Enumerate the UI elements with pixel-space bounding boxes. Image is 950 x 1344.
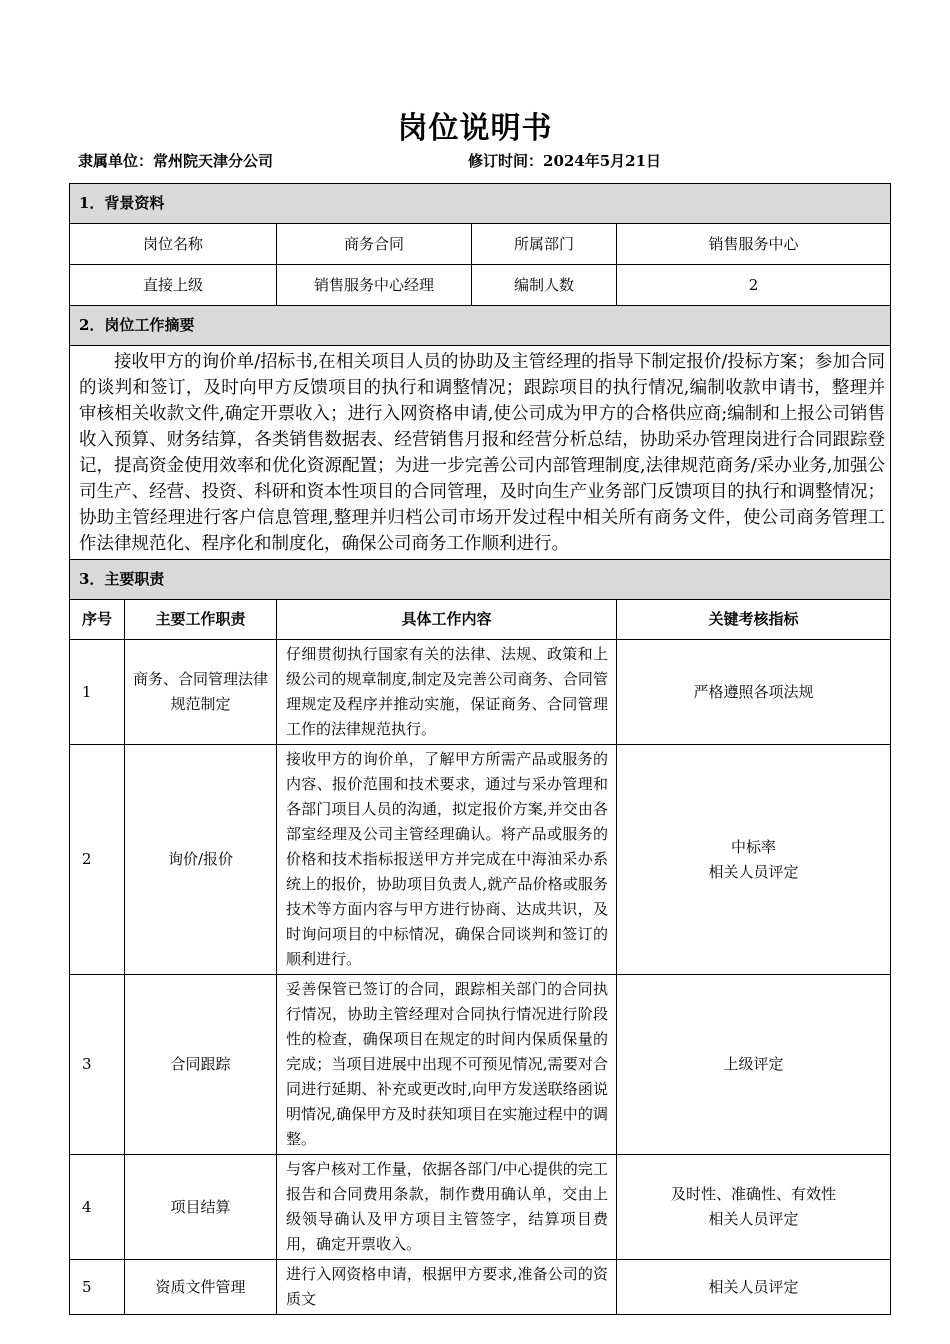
value-headcount: 2	[617, 265, 891, 306]
label-department: 所属部门	[472, 224, 617, 265]
row-kpi	[617, 745, 891, 975]
unit-label: 隶属单位：常州院天津分公司	[78, 152, 274, 170]
row-duty: 项目结算	[125, 1155, 277, 1260]
kpi-line: 相关人员评定	[708, 862, 799, 881]
kpi-line: 上级评定	[723, 1055, 784, 1073]
row-content: 进行入网资格申请，根据甲方要求,准备公司的资质文	[277, 1260, 617, 1315]
label-superior: 直接上级	[70, 265, 277, 306]
row-number: 5	[70, 1260, 125, 1315]
header-content: 具体工作内容	[277, 600, 617, 640]
row-duty: 询价/报价	[125, 745, 277, 975]
table-row	[70, 1155, 891, 1260]
revision-date: 修订时间：2024年5月21日	[468, 152, 662, 170]
section-duties-title: 3．主要职责	[70, 560, 891, 600]
label-position: 岗位名称	[70, 224, 277, 265]
row-kpi	[617, 640, 891, 745]
row-content: 妥善保管已签订的合同，跟踪相关部门的合同执行情况，协助主管经理对合同执行情况进行阶段性的检查，确保项目在规定的时间内保质保量的完成；当项目进展中出现不可预见情况,需要对合同进行延期、补充或更改时,向甲方发送联络函说明情况,确保甲方及时获知项目在实施过程中的调整。	[277, 975, 617, 1155]
row-kpi	[617, 1260, 891, 1315]
kpi-line: 中标率	[731, 837, 777, 856]
row-kpi	[617, 975, 891, 1155]
label-headcount: 编制人数	[472, 265, 617, 306]
table-row	[70, 640, 891, 745]
header-duty: 主要工作职责	[125, 600, 277, 640]
kpi-line: 及时性、准确性、有效性	[671, 1185, 837, 1203]
page-title: 岗位说明书	[397, 111, 553, 146]
row-content: 与客户核对工作量，依据各部门/中心提供的完工报告和合同费用条款，制作费用确认单，交由上级领导确认及甲方项目主管签字，结算项目费用，确定开票收入。	[277, 1155, 617, 1260]
header-no: 序号	[70, 600, 125, 640]
kpi-line: 严格遵照各项法规	[693, 682, 814, 701]
value-superior: 销售服务中心经理	[277, 265, 472, 306]
row-content: 接收甲方的询价单，了解甲方所需产品或服务的内容、报价范围和技术要求，通过与采办管理和各部门项目人员的沟通，拟定报价方案,并交由各部室经理及公司主管经理确认。将产品或服务的价格和技术指标报送甲方并完成在中海油采办系统上的报价，协助项目负责人,就产品价格或服务技术等方面内容与甲方进行协商、达成共识，及时询问项目的中标情况，确保合同谈判和签订的顺利进行。	[277, 745, 617, 975]
section-background-title: 1．背景资料	[70, 184, 891, 224]
header-kpi: 关键考核指标	[617, 600, 891, 640]
row-content: 仔细贯彻执行国家有关的法律、法规、政策和上级公司的规章制度,制定及完善公司商务、合同管理规定及程序并推动实施，保证商务、合同管理工作的法律规范执行。	[277, 640, 617, 745]
row-duty: 商务、合同管理法律规范制定	[125, 640, 277, 745]
row-number: 1	[70, 640, 125, 745]
table-row	[70, 745, 891, 975]
job-description-table	[69, 183, 891, 1315]
row-number: 4	[70, 1155, 125, 1260]
row-duty: 合同跟踪	[125, 975, 277, 1155]
row-kpi	[617, 1155, 891, 1260]
value-position: 商务合同	[277, 224, 472, 265]
kpi-line: 相关人员评定	[708, 1210, 799, 1228]
row-number: 2	[70, 745, 125, 975]
value-department: 销售服务中心	[617, 224, 891, 265]
kpi-line: 相关人员评定	[708, 1277, 799, 1296]
summary-text: 接收甲方的询价单/招标书,在相关项目人员的协助及主管经理的指导下制定报价/投标方案；参加合同的谈判和签订，及时向甲方反馈项目的执行和调整情况；跟踪项目的执行情况,编制收款申请书，整理并审核相关收款文件,确定开票收入；进行入网资格申请,使公司成为甲方的合格供应商;编制和上报公司销售收入预算、财务结算，各类销售数据表、经营销售月报和经营分析总结，协助采办管理岗进行合同跟踪登记，提高资金使用效率和优化资源配置；为进一步完善公司内部管理制度,法律规范商务/采办业务,加强公司生产、经营、投资、科研和资本性项目的合同管理，及时向生产业务部门反馈项目的执行和调整情况；协助主管经理进行客户信息管理,整理并归档公司市场开发过程中相关所有商务文件，使公司商务管理工作法律规范化、程序化和制度化，确保公司商务工作顺利进行。	[70, 346, 891, 560]
section-summary-title: 2．岗位工作摘要	[70, 306, 891, 346]
row-number: 3	[70, 975, 125, 1155]
table-row	[70, 1260, 891, 1315]
row-duty: 资质文件管理	[125, 1260, 277, 1315]
table-row	[70, 975, 891, 1155]
